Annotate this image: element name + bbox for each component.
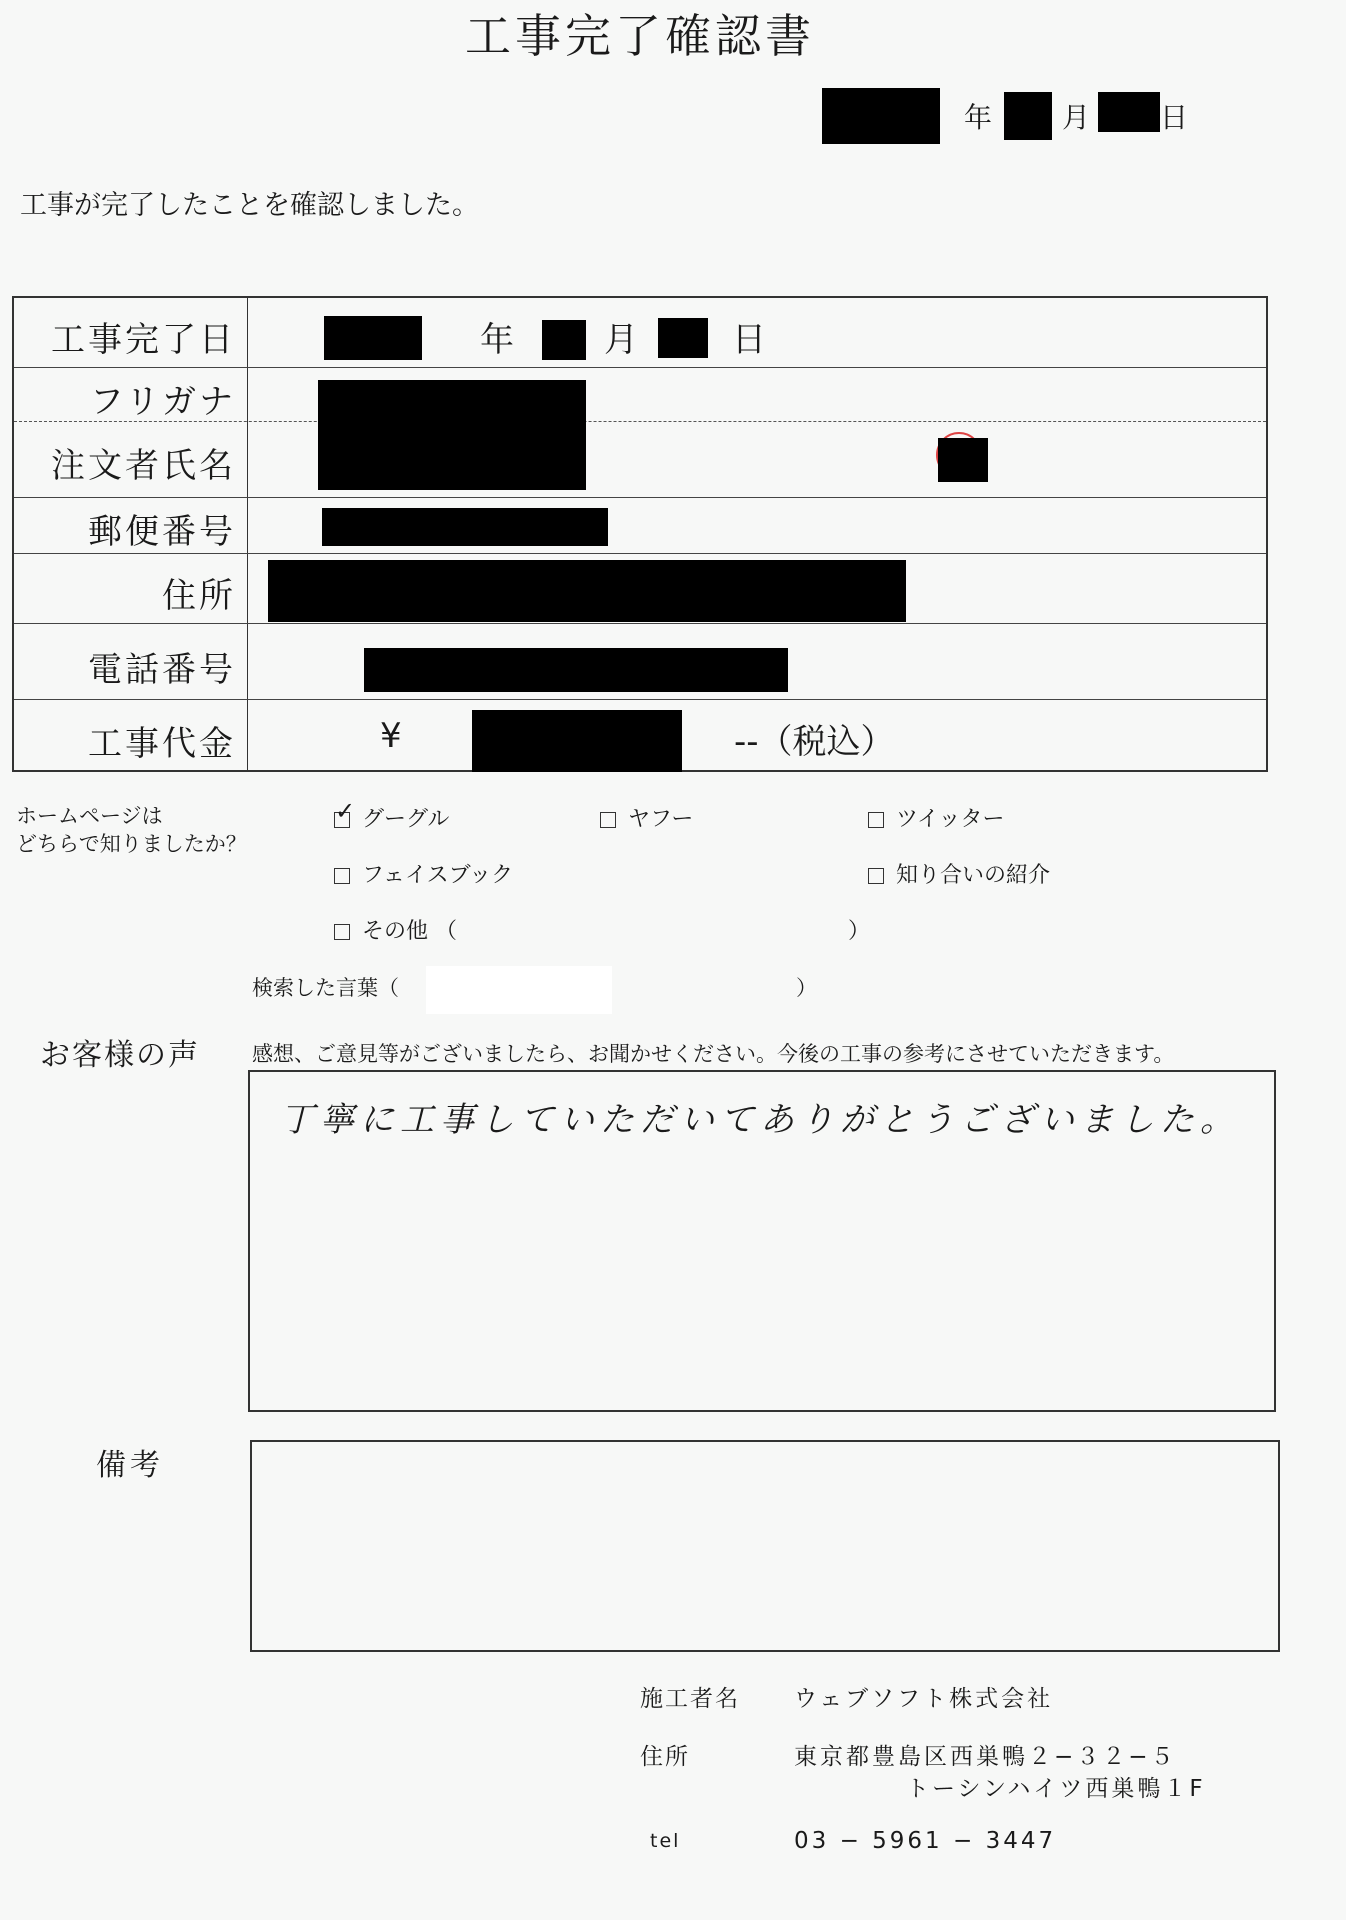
option-google-label: グーグル [362,807,450,832]
customer-voice-box[interactable] [248,1070,1276,1412]
checkbox-icon[interactable] [334,924,350,940]
search-words-label: 検索した言葉（ [252,976,399,1000]
redacted-seal [938,438,988,482]
header-day-unit: 日 [1160,101,1189,134]
customer-voice-handwritten: 丁寧に工事していただいてありがとうございました。 [280,1100,1240,1140]
option-facebook-label: フェイスブック [362,863,514,888]
orderer-name-label: 注文者氏名 [51,446,236,486]
contractor-name: ウェブソフト株式会社 [794,1686,1054,1712]
contractor-address-line1: 東京都豊島区西巣鴨２−３２−５ [794,1744,1177,1770]
checkbox-checked-icon[interactable] [334,812,350,828]
redacted-phone [364,648,788,692]
header-month-unit: 月 [1062,101,1091,134]
search-words-close: ） [796,976,817,1000]
yen-mark: ¥ [380,716,402,756]
contractor-address-label: 住所 [640,1744,690,1770]
option-facebook[interactable] [334,858,513,889]
survey-question-line2: どちらで知りましたか？ [16,832,247,856]
header-year-unit: 年 [964,101,993,134]
option-other-label: その他 （ [362,919,457,944]
row-postal-code [14,498,1266,554]
redacted-year [822,88,940,144]
row-orderer-name [14,422,1266,498]
address-label: 住所 [162,576,236,616]
row-cost [14,700,1266,774]
option-other-close: ） [848,919,871,944]
row-address [14,554,1266,624]
option-yahoo[interactable] [600,802,693,833]
checkbox-icon[interactable] [600,812,616,828]
furigana-label: フリガナ [89,382,236,422]
option-yahoo-label: ヤフー [628,807,694,832]
option-other[interactable] [334,914,457,945]
option-twitter-label: ツイッター [896,807,1005,832]
row-completion-date [14,298,1266,368]
completion-year-unit: 年 [480,320,514,360]
redacted-day [1098,92,1160,132]
completion-date-label: 工事完了日 [51,320,236,360]
redacted-month [1004,92,1052,140]
option-referral[interactable] [868,858,1050,889]
completion-day-unit: 日 [732,320,766,360]
remarks-box[interactable] [250,1440,1280,1652]
option-twitter[interactable] [868,802,1004,833]
contractor-name-label: 施工者名 [640,1686,740,1712]
checkbox-icon[interactable] [334,868,350,884]
tax-suffix: --（税込） [734,722,895,762]
redacted-completion-day [658,318,708,358]
row-furigana [14,368,1266,422]
remarks-label: 備考 [96,1448,164,1483]
redacted-orderer-name [318,380,586,490]
completion-table [12,296,1268,772]
contractor-address-line2: トーシンハイツ西巣鴨１F [906,1776,1206,1802]
checkbox-icon[interactable] [868,812,884,828]
phone-label: 電話番号 [88,650,236,690]
cost-label: 工事代金 [88,724,236,764]
option-google[interactable] [334,802,449,833]
completion-month-unit: 月 [604,320,638,360]
row-phone [14,624,1266,700]
redacted-address [268,560,906,622]
redacted-completion-year [324,316,422,360]
option-referral-label: 知り合いの紹介 [896,863,1051,888]
survey-question-line1: ホームページは [16,804,163,828]
document-title: 工事完了確認書 [465,9,815,63]
redacted-completion-month [542,320,586,360]
postal-code-label: 郵便番号 [88,512,236,552]
checkbox-icon[interactable] [868,868,884,884]
redacted-search-words [426,966,612,1014]
contractor-tel-label: tel [650,1830,681,1852]
customer-voice-note: 感想、ご意見等がございましたら、お聞かせください。今後の工事の参考にさせていただきます。 [252,1042,1175,1066]
redacted-cost [472,710,682,772]
contractor-tel: 03 − 5961 − 3447 [794,1828,1057,1854]
customer-voice-label: お客様の声 [40,1038,200,1073]
redacted-postal-code [322,508,608,546]
confirmation-text: 工事が完了したことを確認しました。 [20,190,479,221]
